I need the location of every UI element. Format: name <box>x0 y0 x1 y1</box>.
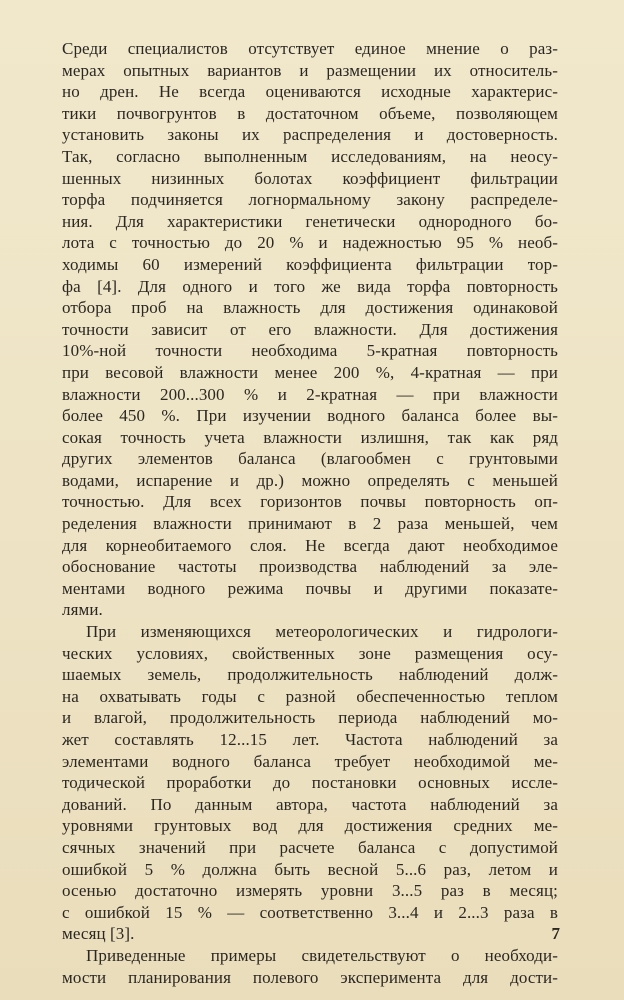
text-line: для корнеобитаемого слоя. Не всегда дают необходимое <box>62 535 558 555</box>
text-line: тодической проработки до постановки основных иссле- <box>62 773 558 793</box>
text-line: ошибкой 5 % должна быть весной 5...6 раз, летом и <box>62 859 558 879</box>
text-line: торфа подчиняется логнормальному закону распределе- <box>62 190 558 210</box>
text-line: более 450 %. При изучении водного баланса более вы- <box>62 406 558 426</box>
text-line: ментами водного режима почвы и другими показате- <box>62 578 558 598</box>
text-line: с ошибкой 15 % — соответственно 3...4 и 2...3 раза в <box>62 902 558 922</box>
text-line: на охватывать годы с разной обеспеченностью теплом <box>62 686 558 706</box>
text-line: дований. По данным автора, частота наблюдений за <box>62 794 558 814</box>
text-line: тики почвогрунтов в достаточном объеме, позволяющем <box>62 103 558 123</box>
text-line: фа [4]. Для одного и того же вида торфа повторность <box>62 276 558 296</box>
text-line: обоснование частоты производства наблюдений за эле- <box>62 557 558 577</box>
text-line: 10%-ной точности необходима 5-кратная повторность <box>62 341 558 361</box>
text-line: элементами водного баланса требует необходимой ме- <box>62 751 558 771</box>
text-line: лями. <box>62 600 103 620</box>
text-line: Приведенные примеры свидетельствуют о необходи- <box>86 945 558 965</box>
text-line: установить законы их распределения и достоверность. <box>62 125 558 145</box>
text-line: мерах опытных вариантов и размещении их относитель- <box>62 60 558 80</box>
text-line: ределения влажности принимают в 2 раза меньшей, чем <box>62 514 558 534</box>
text-line: лота с точностью до 20 % и надежностью 95 % необ- <box>62 233 558 253</box>
text-line: Так, согласно выполненным исследованиям, на неосу- <box>62 146 558 166</box>
body-text <box>62 38 558 988</box>
text-line: осенью достаточно измерять уровни 3...5 раз в месяц; <box>62 881 558 901</box>
page-number: 7 <box>551 924 560 943</box>
text-line: ния. Для характеристики генетически однородного бо- <box>62 211 558 231</box>
text-line: точностью. Для всех горизонтов почвы повторность оп- <box>62 492 558 512</box>
text-line: жет составлять 12...15 лет. Частота наблюдений за <box>62 730 558 749</box>
text-line: сокая точность учета влажности излишня, так как ряд <box>62 427 558 447</box>
text-line: мости планирования полевого эксперимента для дости- <box>62 967 558 987</box>
text-line: точности зависит от его влажности. Для достижения <box>62 319 558 339</box>
text-line: шаемых земель, продолжительность наблюдений долж- <box>62 665 558 685</box>
text-line: ходимы 60 измерений коэффициента фильтрации тор- <box>62 254 558 274</box>
text-line: шенных низинных болотах коэффициент фильтрации <box>62 168 558 188</box>
text-line: и влагой, продолжительность периода наблюдений мо- <box>62 708 558 728</box>
text-line: при весовой влажности менее 200 %, 4-кратная — при <box>62 362 558 382</box>
text-line: месяц [3]. <box>62 924 135 944</box>
text-line: ческих условиях, свойственных зоне размещения осу- <box>62 643 558 663</box>
text-line: сячных значений при расчете баланса с допустимой <box>62 837 558 857</box>
text-line: влажности 200...300 % и 2-кратная — при влажности <box>62 384 558 404</box>
text-line: но дрен. Не всегда оцениваются исходные характерис- <box>62 82 558 102</box>
text-line: водами, испарение и др.) можно определять с меньшей <box>62 470 558 490</box>
text-line: отбора проб на влажность для достижения одинаковой <box>62 298 558 318</box>
text-line: Среди специалистов отсутствует единое мнение о раз- <box>62 39 558 58</box>
text-line: уровнями грунтовых вод для достижения средних ме- <box>62 816 558 836</box>
text-line: других элементов баланса (влагообмен с грунтовыми <box>62 449 558 469</box>
text-line: При изменяющихся метеорологических и гидрологи- <box>86 622 558 642</box>
